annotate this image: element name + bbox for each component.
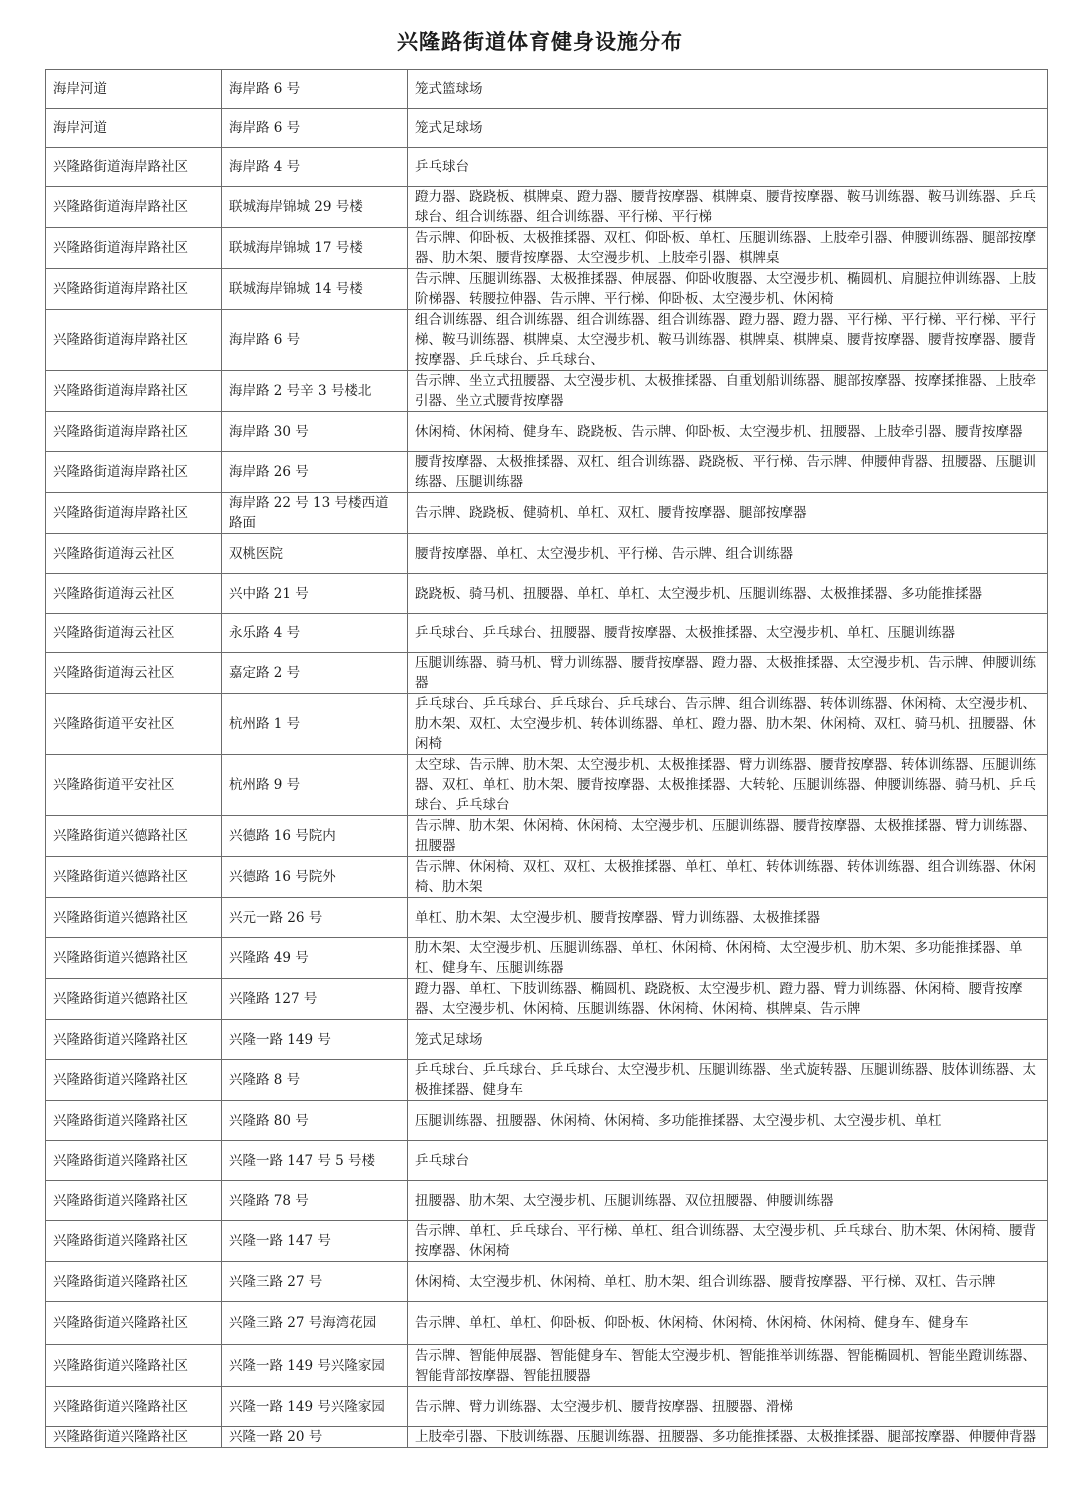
address-cell: 海岸路 26 号 [222, 452, 408, 493]
community-cell: 兴隆路街道兴隆路社区 [46, 1427, 222, 1448]
facilities-cell: 乒乓球台 [408, 1141, 1048, 1181]
facilities-cell: 压腿训练器、骑马机、臂力训练器、腰背按摩器、蹬力器、太极推揉器、太空漫步机、告示牌、伸腰训练器 [408, 653, 1048, 694]
community-cell: 兴隆路街道兴德路社区 [46, 938, 222, 979]
community-cell: 海岸河道 [46, 109, 222, 148]
address-cell: 联城海岸锦城 17 号楼 [222, 228, 408, 269]
address-cell: 兴隆一路 20 号 [222, 1427, 408, 1448]
address-cell: 双桃医院 [222, 534, 408, 574]
facilities-cell: 告示牌、单杠、单杠、仰卧板、仰卧板、休闲椅、休闲椅、休闲椅、休闲椅、健身车、健身车 [408, 1302, 1048, 1345]
facilities-cell: 告示牌、单杠、乒乓球台、平行梯、单杠、组合训练器、太空漫步机、乒乓球台、肋木架、休闲椅、腰背按摩器、休闲椅 [408, 1221, 1048, 1262]
facilities-cell: 乒乓球台、乒乓球台、乒乓球台、乒乓球台、告示牌、组合训练器、转体训练器、休闲椅、太空漫步机、肋木架、双杠、太空漫步机、转体训练器、单杠、蹬力器、肋木架、休闲椅、双杠、骑马机、扭腰器、休闲椅 [408, 694, 1048, 755]
community-cell: 兴隆路街道海岸路社区 [46, 269, 222, 310]
table-row [46, 1060, 1048, 1101]
address-cell: 兴德路 16 号院内 [222, 816, 408, 857]
facilities-cell: 告示牌、休闲椅、双杠、双杠、太极推揉器、单杠、单杠、转体训练器、转体训练器、组合训练器、休闲椅、肋木架 [408, 857, 1048, 898]
table-row [46, 412, 1048, 452]
community-cell: 兴隆路街道兴德路社区 [46, 979, 222, 1020]
table-row [46, 534, 1048, 574]
community-cell: 兴隆路街道海岸路社区 [46, 228, 222, 269]
address-cell: 兴隆路 49 号 [222, 938, 408, 979]
facilities-cell: 肋木架、太空漫步机、压腿训练器、单杠、休闲椅、休闲椅、太空漫步机、肋木架、多功能推揉器、单杠、健身车、压腿训练器 [408, 938, 1048, 979]
community-cell: 兴隆路街道海云社区 [46, 653, 222, 694]
facilities-cell: 压腿训练器、扭腰器、休闲椅、休闲椅、多功能推揉器、太空漫步机、太空漫步机、单杠 [408, 1101, 1048, 1141]
community-cell: 兴隆路街道兴隆路社区 [46, 1181, 222, 1221]
address-cell: 兴隆一路 149 号兴隆家园 [222, 1387, 408, 1427]
table-row [46, 1141, 1048, 1181]
address-cell: 兴中路 21 号 [222, 574, 408, 614]
community-cell: 兴隆路街道海岸路社区 [46, 493, 222, 534]
table-row [46, 755, 1048, 816]
table-row [46, 269, 1048, 310]
address-cell: 兴隆路 127 号 [222, 979, 408, 1020]
facility-table-body [46, 70, 1048, 1448]
table-row [46, 938, 1048, 979]
facilities-cell: 腰背按摩器、太极推揉器、双杠、组合训练器、跷跷板、平行梯、告示牌、伸腰伸背器、扭腰器、压腿训练器、压腿训练器 [408, 452, 1048, 493]
community-cell: 兴隆路街道兴德路社区 [46, 898, 222, 938]
table-row [46, 1221, 1048, 1262]
community-cell: 兴隆路街道海云社区 [46, 574, 222, 614]
address-cell: 海岸路 22 号 13 号楼西道路面 [222, 493, 408, 534]
community-cell: 兴隆路街道兴隆路社区 [46, 1101, 222, 1141]
community-cell: 兴隆路街道海云社区 [46, 534, 222, 574]
table-row [46, 898, 1048, 938]
facilities-cell: 笼式篮球场 [408, 70, 1048, 109]
community-cell: 海岸河道 [46, 70, 222, 109]
address-cell: 兴隆路 8 号 [222, 1060, 408, 1101]
community-cell: 兴隆路街道兴隆路社区 [46, 1221, 222, 1262]
community-cell: 兴隆路街道兴德路社区 [46, 857, 222, 898]
address-cell: 海岸路 30 号 [222, 412, 408, 452]
facilities-cell: 太空球、告示牌、肋木架、太空漫步机、太极推揉器、臂力训练器、腰背按摩器、转体训练器、压腿训练器、双杠、单杠、肋木架、腰背按摩器、太极推揉器、大转轮、压腿训练器、伸腰训练器、骑马机、乒乓球台、乒乓球台 [408, 755, 1048, 816]
address-cell: 海岸路 2 号辛 3 号楼北 [222, 371, 408, 412]
community-cell: 兴隆路街道平安社区 [46, 755, 222, 816]
table-row [46, 371, 1048, 412]
community-cell: 兴隆路街道海岸路社区 [46, 412, 222, 452]
address-cell: 兴隆路 80 号 [222, 1101, 408, 1141]
table-row [46, 857, 1048, 898]
address-cell: 杭州路 1 号 [222, 694, 408, 755]
facilities-cell: 告示牌、跷跷板、健骑机、单杠、双杠、腰背按摩器、腿部按摩器 [408, 493, 1048, 534]
table-row [46, 1181, 1048, 1221]
facilities-cell: 告示牌、仰卧板、太极推揉器、双杠、仰卧板、单杠、压腿训练器、上肢牵引器、伸腰训练器、腿部按摩器、肋木架、腰背按摩器、太空漫步机、上肢牵引器、棋牌桌 [408, 228, 1048, 269]
facilities-cell: 告示牌、臂力训练器、太空漫步机、腰背按摩器、扭腰器、滑梯 [408, 1387, 1048, 1427]
facility-table [45, 69, 1048, 1448]
table-row [46, 228, 1048, 269]
facilities-cell: 乒乓球台 [408, 148, 1048, 187]
table-row [46, 694, 1048, 755]
community-cell: 兴隆路街道海岸路社区 [46, 148, 222, 187]
address-cell: 嘉定路 2 号 [222, 653, 408, 694]
community-cell: 兴隆路街道兴隆路社区 [46, 1141, 222, 1181]
facilities-cell: 蹬力器、单杠、下肢训练器、椭圆机、跷跷板、太空漫步机、蹬力器、臂力训练器、休闲椅、腰背按摩器、太空漫步机、休闲椅、压腿训练器、休闲椅、休闲椅、棋牌桌、告示牌 [408, 979, 1048, 1020]
address-cell: 兴隆一路 147 号 5 号楼 [222, 1141, 408, 1181]
table-row [46, 493, 1048, 534]
table-row [46, 452, 1048, 493]
facilities-cell: 蹬力器、跷跷板、棋牌桌、蹬力器、腰背按摩器、棋牌桌、腰背按摩器、鞍马训练器、鞍马训练器、乒乓球台、组合训练器、组合训练器、平行梯、平行梯 [408, 187, 1048, 228]
table-row [46, 1020, 1048, 1060]
facilities-cell: 休闲椅、太空漫步机、休闲椅、单杠、肋木架、组合训练器、腰背按摩器、平行梯、双杠、告示牌 [408, 1262, 1048, 1302]
table-row [46, 574, 1048, 614]
table-row [46, 1427, 1048, 1448]
page-title: 兴隆路街道体育健身设施分布 [397, 30, 683, 54]
table-row [46, 1302, 1048, 1345]
address-cell: 联城海岸锦城 29 号楼 [222, 187, 408, 228]
address-cell: 兴德路 16 号院外 [222, 857, 408, 898]
address-cell: 杭州路 9 号 [222, 755, 408, 816]
table-row [46, 148, 1048, 187]
community-cell: 兴隆路街道海岸路社区 [46, 371, 222, 412]
facilities-cell: 腰背按摩器、单杠、太空漫步机、平行梯、告示牌、组合训练器 [408, 534, 1048, 574]
facilities-cell: 上肢牵引器、下肢训练器、压腿训练器、扭腰器、多功能推揉器、太极推揉器、腿部按摩器、伸腰伸背器 [408, 1427, 1048, 1448]
facilities-cell: 笼式足球场 [408, 1020, 1048, 1060]
table-row [46, 70, 1048, 109]
community-cell: 兴隆路街道兴德路社区 [46, 816, 222, 857]
table-row [46, 1101, 1048, 1141]
address-cell: 海岸路 6 号 [222, 70, 408, 109]
address-cell: 海岸路 6 号 [222, 109, 408, 148]
community-cell: 兴隆路街道兴隆路社区 [46, 1060, 222, 1101]
facilities-cell: 乒乓球台、乒乓球台、扭腰器、腰背按摩器、太极推揉器、太空漫步机、单杠、压腿训练器 [408, 614, 1048, 653]
community-cell: 兴隆路街道兴隆路社区 [46, 1302, 222, 1345]
community-cell: 兴隆路街道海岸路社区 [46, 187, 222, 228]
table-row [46, 653, 1048, 694]
address-cell: 兴隆三路 27 号海湾花园 [222, 1302, 408, 1345]
table-row [46, 187, 1048, 228]
table-row [46, 310, 1048, 371]
community-cell: 兴隆路街道兴隆路社区 [46, 1387, 222, 1427]
facilities-cell: 组合训练器、组合训练器、组合训练器、组合训练器、蹬力器、蹬力器、平行梯、平行梯、平行梯、平行梯、鞍马训练器、棋牌桌、太空漫步机、鞍马训练器、棋牌桌、棋牌桌、腰背按摩器、腰背按摩器、腰背按摩器、乒乓球台、乒乓球台、 [408, 310, 1048, 371]
facilities-cell: 休闲椅、休闲椅、健身车、跷跷板、告示牌、仰卧板、太空漫步机、扭腰器、上肢牵引器、腰背按摩器 [408, 412, 1048, 452]
facilities-cell: 告示牌、肋木架、休闲椅、休闲椅、太空漫步机、压腿训练器、腰背按摩器、太极推揉器、臂力训练器、扭腰器 [408, 816, 1048, 857]
table-row [46, 614, 1048, 653]
address-cell: 海岸路 6 号 [222, 310, 408, 371]
address-cell: 兴隆三路 27 号 [222, 1262, 408, 1302]
address-cell: 联城海岸锦城 14 号楼 [222, 269, 408, 310]
facilities-cell: 乒乓球台、乒乓球台、乒乓球台、太空漫步机、压腿训练器、坐式旋转器、压腿训练器、肢体训练器、太极推揉器、健身车 [408, 1060, 1048, 1101]
community-cell: 兴隆路街道海岸路社区 [46, 452, 222, 493]
address-cell: 兴隆一路 149 号兴隆家园 [222, 1345, 408, 1387]
facilities-cell: 告示牌、压腿训练器、太极推揉器、伸展器、仰卧收腹器、太空漫步机、椭圆机、肩腿拉伸训练器、上肢阶梯器、转腰拉伸器、告示牌、平行梯、仰卧板、太空漫步机、休闲椅 [408, 269, 1048, 310]
table-row [46, 1345, 1048, 1387]
community-cell: 兴隆路街道兴隆路社区 [46, 1345, 222, 1387]
community-cell: 兴隆路街道兴隆路社区 [46, 1020, 222, 1060]
community-cell: 兴隆路街道海云社区 [46, 614, 222, 653]
address-cell: 兴隆一路 147 号 [222, 1221, 408, 1262]
address-cell: 兴元一路 26 号 [222, 898, 408, 938]
table-row [46, 1387, 1048, 1427]
table-row [46, 816, 1048, 857]
address-cell: 海岸路 4 号 [222, 148, 408, 187]
community-cell: 兴隆路街道平安社区 [46, 694, 222, 755]
address-cell: 兴隆一路 149 号 [222, 1020, 408, 1060]
facilities-cell: 告示牌、坐立式扭腰器、太空漫步机、太极推揉器、自重划船训练器、腿部按摩器、按摩揉推器、上肢牵引器、坐立式腰背按摩器 [408, 371, 1048, 412]
address-cell: 永乐路 4 号 [222, 614, 408, 653]
table-row [46, 979, 1048, 1020]
facilities-cell: 单杠、肋木架、太空漫步机、腰背按摩器、臂力训练器、太极推揉器 [408, 898, 1048, 938]
address-cell: 兴隆路 78 号 [222, 1181, 408, 1221]
facilities-cell: 告示牌、智能伸展器、智能健身车、智能太空漫步机、智能推举训练器、智能椭圆机、智能坐蹬训练器、智能背部按摩器、智能扭腰器 [408, 1345, 1048, 1387]
community-cell: 兴隆路街道海岸路社区 [46, 310, 222, 371]
table-row [46, 109, 1048, 148]
facilities-cell: 跷跷板、骑马机、扭腰器、单杠、单杠、太空漫步机、压腿训练器、太极推揉器、多功能推揉器 [408, 574, 1048, 614]
facilities-cell: 扭腰器、肋木架、太空漫步机、压腿训练器、双位扭腰器、伸腰训练器 [408, 1181, 1048, 1221]
facilities-cell: 笼式足球场 [408, 109, 1048, 148]
table-row [46, 1262, 1048, 1302]
community-cell: 兴隆路街道兴隆路社区 [46, 1262, 222, 1302]
